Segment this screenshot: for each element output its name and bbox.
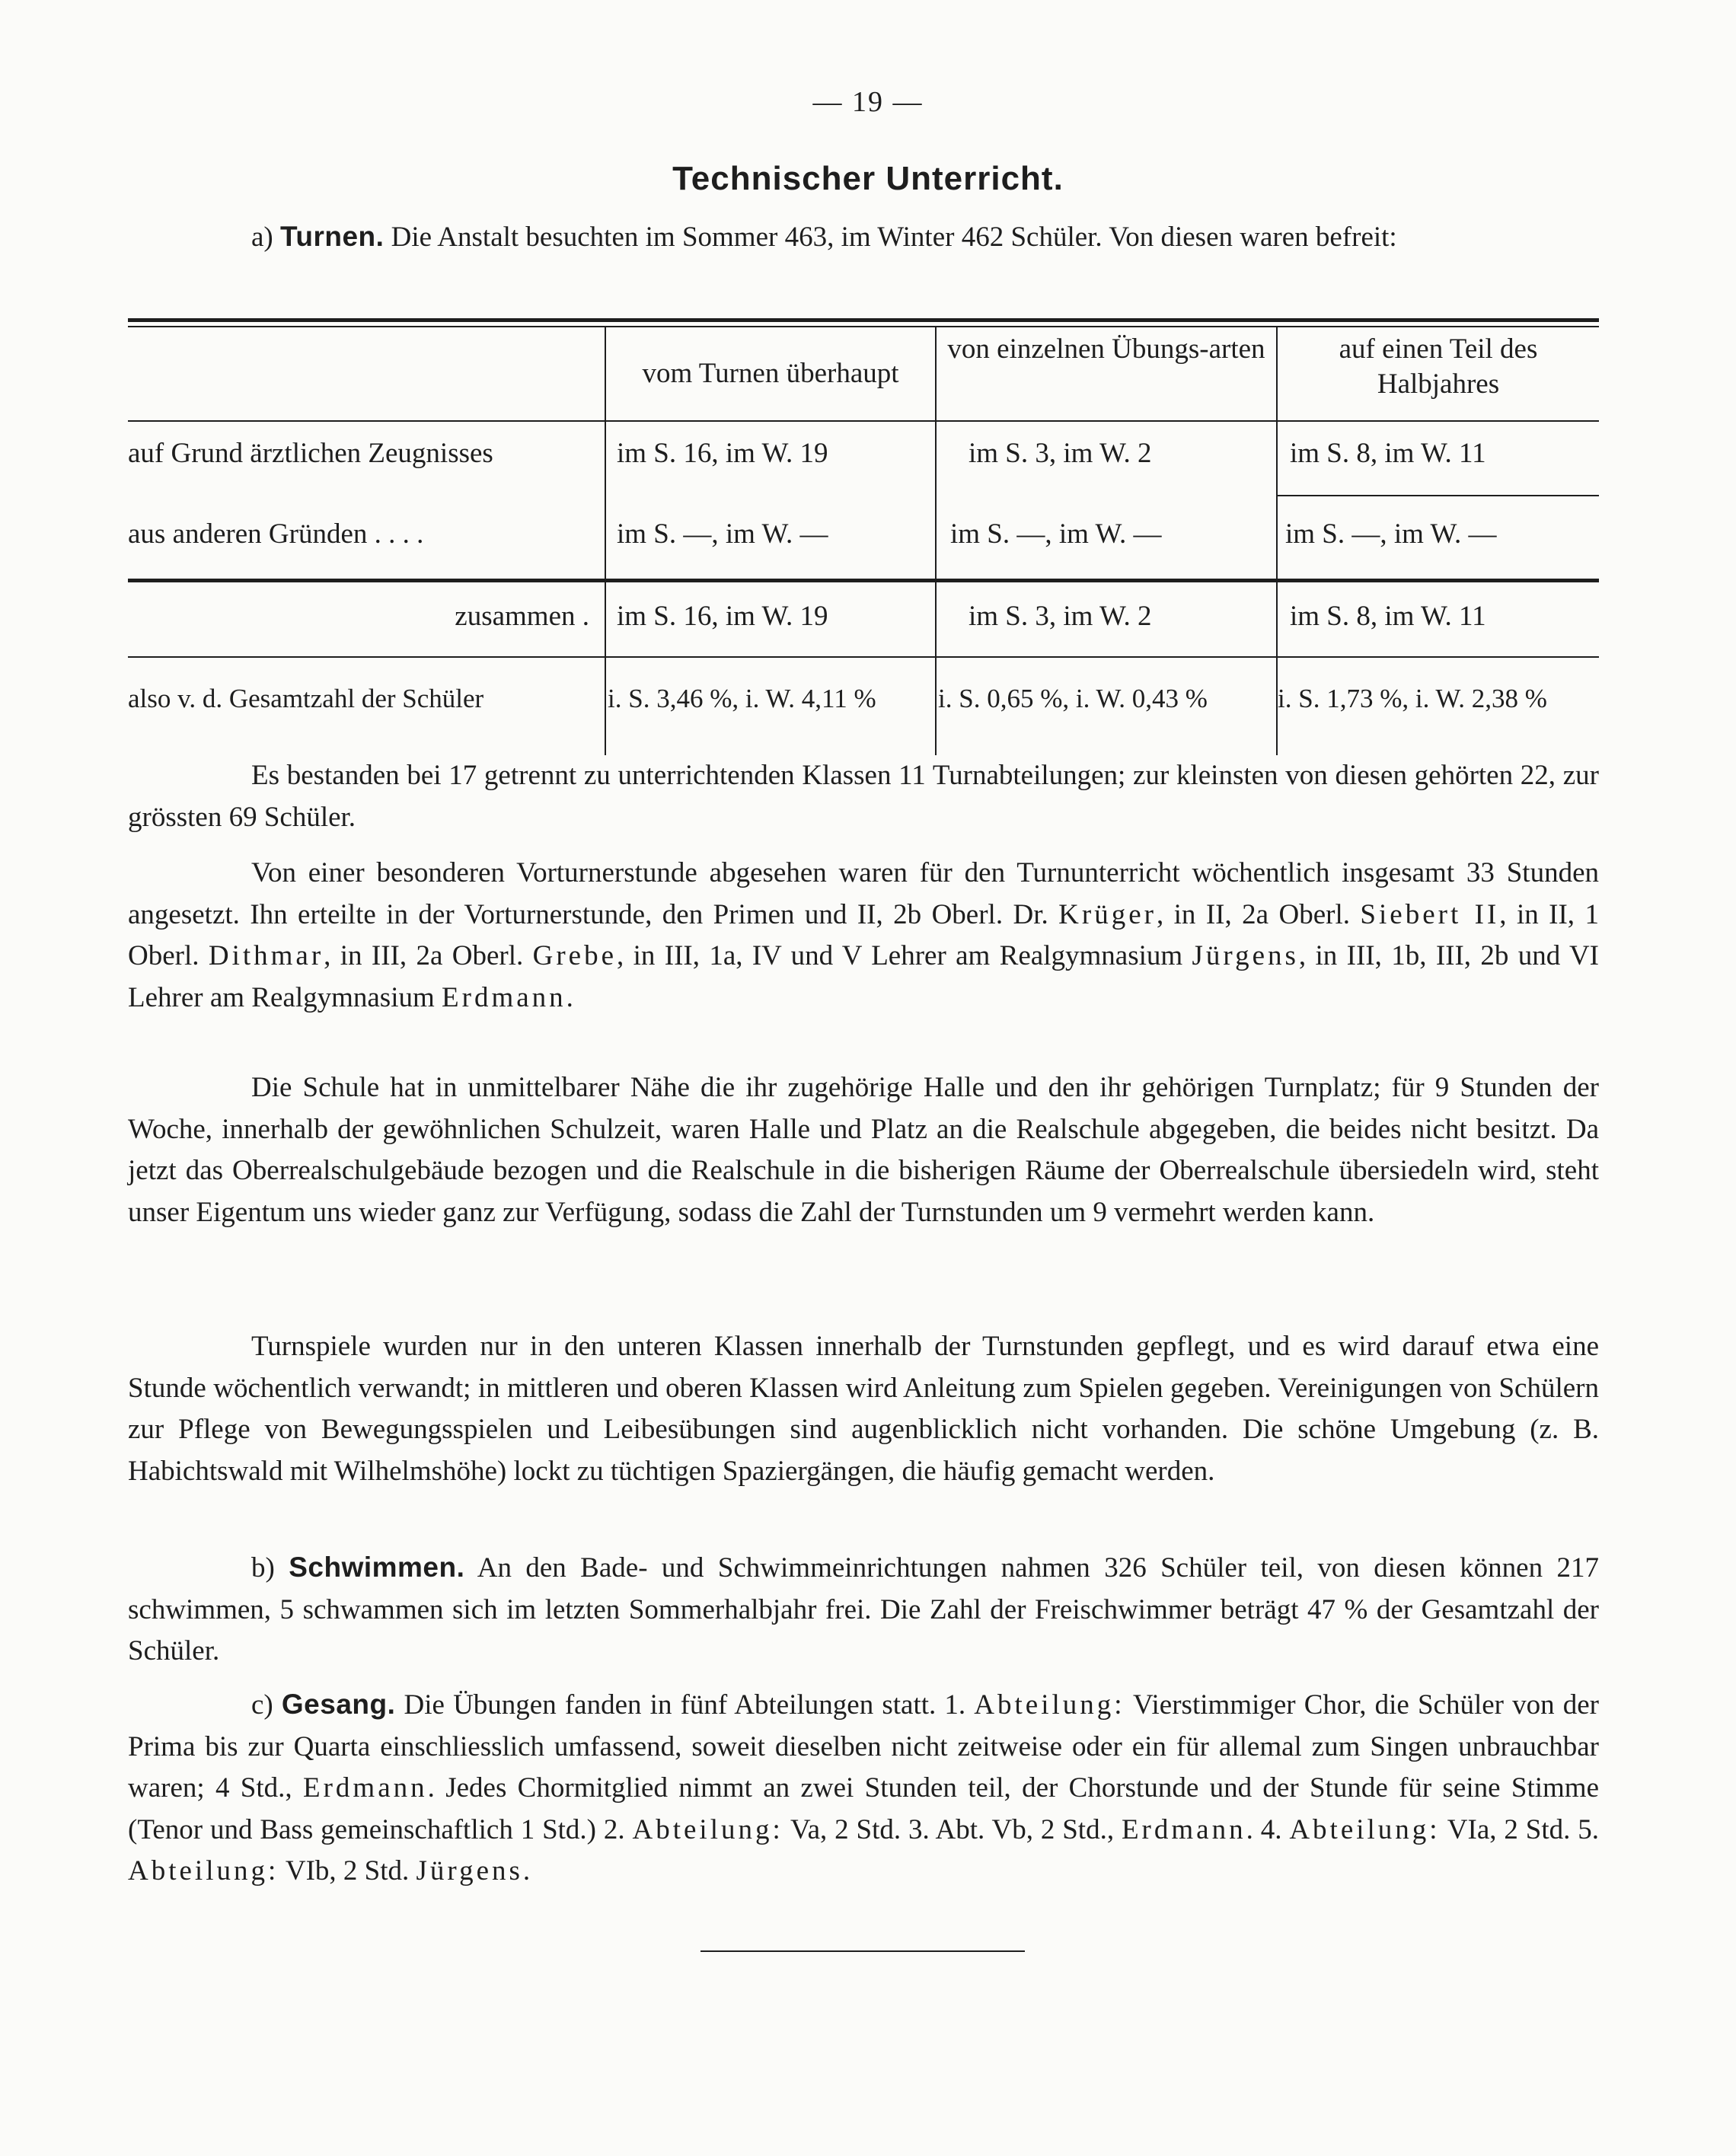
teacher-name: Erdmann bbox=[303, 1772, 428, 1804]
teacher-name: Krüger bbox=[1058, 898, 1157, 930]
paragraph-teachers bbox=[128, 853, 1599, 1019]
text-run: . Jedes Chormitglied nimmt an zwei Stunden teil, der Chorstunde und der Stunde für seine Stimme (Tenor und Bass gemeinschaftlich 1 Std.) 2. bbox=[128, 1772, 1600, 1845]
schwimmen-prefix: b) bbox=[251, 1552, 275, 1584]
row-label-other-reasons: aus anderen Gründen . . . . bbox=[128, 518, 424, 550]
text-run: VIa, 2 Std. 5. bbox=[1447, 1813, 1599, 1845]
text-run: . 4. bbox=[1246, 1813, 1282, 1845]
table-cell: im S. 16, im W. 19 bbox=[617, 601, 828, 632]
text-run: , in II, 2a Oberl. bbox=[1156, 898, 1350, 930]
text-run: , in III, 1a, IV und V Lehrer am Realgymnasium bbox=[617, 940, 1183, 971]
table-header-single-exercises: von einzelnen Übungs-arten bbox=[947, 333, 1265, 365]
division-label: Abteilung: bbox=[128, 1855, 279, 1886]
section-title: Technischer Unterricht. bbox=[672, 160, 1064, 197]
table-cell: im S. —, im W. — bbox=[617, 518, 828, 550]
division-label: Abteilung: bbox=[974, 1689, 1125, 1721]
paragraph-swimming bbox=[128, 1547, 1599, 1673]
teacher-name: Grebe bbox=[532, 940, 617, 971]
text-run: . bbox=[522, 1855, 531, 1886]
text-run: Va, 2 Std. 3. Abt. Vb, 2 Std., bbox=[790, 1813, 1115, 1845]
text-run: . bbox=[566, 981, 573, 1013]
text-run: Vierstimmiger Chor, die Schüler von der Prima bis zur Quarta einschliesslich umfassend, soweit dieselben nicht zeitweise oder ein für allemal zum Singen unbrauchbar waren; 4 Std., bbox=[128, 1689, 1600, 1804]
teacher-name: Siebert II bbox=[1360, 898, 1500, 930]
table-cell: im S. —, im W. — bbox=[950, 518, 1162, 550]
page-number: — 19 — bbox=[812, 86, 924, 118]
table-cell: im S. 8, im W. 11 bbox=[1290, 601, 1486, 632]
table-cell: i. S. 0,65 %, i. W. 0,43 % bbox=[938, 684, 1208, 713]
text-run: , in III, 2a Oberl. bbox=[324, 940, 524, 971]
paragraph-singing bbox=[128, 1684, 1599, 1893]
teacher-name: Jürgens bbox=[416, 1855, 523, 1886]
text-run: Von einer besonderen Vorturnerstunde abgesehen waren für den Turnunterricht wöchentlich insgesamt 33 Stunden angesetzt. Ihn erteilte in der Vorturnerstunde, den Primen und II, 2b Oberl. Dr. bbox=[128, 857, 1599, 930]
table-cell: im S. 8, im W. 11 bbox=[1290, 438, 1486, 469]
end-divider bbox=[700, 1950, 1025, 1952]
table-header-overall: vom Turnen überhaupt bbox=[642, 358, 899, 389]
row-label-total: zusammen . bbox=[455, 601, 589, 632]
table-cell: i. S. 3,46 %, i. W. 4,11 % bbox=[608, 684, 876, 713]
row-label-medical: auf Grund ärztlichen Zeugnisses bbox=[128, 438, 493, 469]
table-cell: im S. 3, im W. 2 bbox=[969, 438, 1152, 469]
teacher-name: Erdmann bbox=[1121, 1813, 1246, 1845]
table-cell: im S. —, im W. — bbox=[1285, 518, 1497, 550]
text-run: , in III, 1b, III, 2b und VI Lehrer am Realgymnasium bbox=[128, 940, 1599, 1013]
paragraph-games: Turnspiele wurden nur in den unteren Klassen innerhalb der Turnstunden gepflegt, und es wird darauf etwa eine Stunde wöchentlich verwandt; in mittleren und oberen Klassen wird Anleitung zum Spielen gegeben. Vereinigungen von Schülern zur Pflege von Bewegungsspielen und Leibesübungen sind augenblicklich nicht vorhanden. Die schöne Umgebung (z. B. Habichtswald mit Wilhelmshöhe) lockt zu tüchtigen Spaziergängen, die häufig gemacht werden. bbox=[128, 1331, 1599, 1487]
turnen-intro-text: Die Anstalt besuchten im Sommer 463, im Winter 462 Schüler. Von diesen waren befreit: bbox=[391, 222, 1397, 253]
gesang-prefix: c) bbox=[251, 1689, 273, 1721]
turnen-intro bbox=[128, 216, 1599, 259]
turnen-heading: Turnen. bbox=[280, 221, 385, 252]
paragraph-hall: Die Schule hat in unmittelbarer Nähe die ihr zugehörige Halle und den ihr gehörigen Turnplatz; für 9 Stunden der Woche, innerhalb der gewöhnlichen Schulzeit, waren Halle und Platz an die Realschule abgegeben, die beides nicht besitzt. Da jetzt das Oberrealschulgebäude bezogen und die Realschule in die bisherigen Räume der Oberrealschule übersiedeln wird, steht unser Eigentum uns wieder ganz zur Verfügung, sodass die Zahl der Turnstunden um 9 vermehrt werden kann. bbox=[128, 1072, 1599, 1228]
text-run: Die Übungen fanden in fünf Abteilungen statt. 1. bbox=[404, 1689, 966, 1721]
table-cell: im S. 3, im W. 2 bbox=[969, 601, 1152, 632]
table-cell: im S. 16, im W. 19 bbox=[617, 438, 828, 469]
row-label-percentage: also v. d. Gesamtzahl der Schüler bbox=[128, 684, 484, 713]
schwimmen-text: An den Bade- und Schwimmeinrichtungen nahmen 326 Schüler teil, von diesen können 217 schwimmen, 5 schwammen sich im letzten Sommerhalbjahr frei. Die Zahl der Freischwimmer beträgt 47 % der Gesamtzahl der Schüler. bbox=[128, 1552, 1599, 1666]
gesang-heading: Gesang. bbox=[281, 1689, 396, 1720]
table-cell: i. S. 1,73 %, i. W. 2,38 % bbox=[1278, 684, 1547, 713]
teacher-name: Erdmann bbox=[442, 981, 566, 1013]
teacher-name: Jürgens bbox=[1192, 940, 1299, 971]
text-run: VIb, 2 Std. bbox=[285, 1855, 410, 1886]
paragraph-turnabteilungen: Es bestanden bei 17 getrennt zu unterrichtenden Klassen 11 Turnabteilungen; zur kleinsten von diesen gehörten 22, zur grössten 69 Schüler. bbox=[128, 760, 1599, 833]
schwimmen-heading: Schwimmen. bbox=[289, 1552, 465, 1583]
division-label: Abteilung: bbox=[1289, 1813, 1441, 1845]
exemption-table bbox=[128, 314, 1599, 740]
text-run: , in II, 1 Oberl. bbox=[128, 898, 1599, 971]
turnen-prefix: a) bbox=[251, 222, 273, 253]
table-header-half-year: auf einen Teil des Halbjahres bbox=[1339, 333, 1538, 400]
teacher-name: Dithmar bbox=[208, 940, 324, 971]
division-label: Abteilung: bbox=[632, 1813, 783, 1845]
